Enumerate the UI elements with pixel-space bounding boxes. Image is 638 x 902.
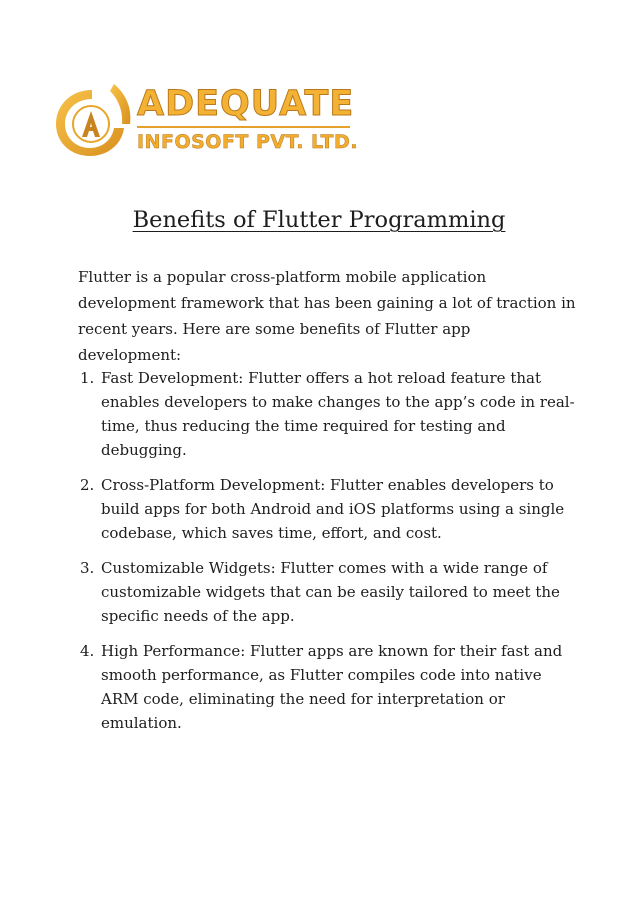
list-item-text: Customizable Widgets: Flutter comes with a wide range of customizable widgets that can be easily tailored to meet the specific needs of the app. <box>101 559 560 625</box>
list-item-text: Cross-Platform Development: Flutter enables developers to build apps for both Android and iOS platforms using a single codebase, which saves time, effort, and cost. <box>101 476 565 542</box>
list-item <box>78 473 578 545</box>
document-title: Benefits of Flutter Programming <box>132 207 506 233</box>
intro-paragraph: Flutter is a popular cross-platform mobile application development framework that has been gaining a lot of traction in recent years. Here are some benefits of Flutter app development: <box>78 268 576 364</box>
list-item-number: 1. <box>80 369 95 387</box>
list-item-number: 4. <box>80 642 95 660</box>
brand-name: ADEQUATE <box>137 84 355 124</box>
brand-subtitle: INFOSOFT PVT. LTD. <box>137 131 358 153</box>
benefits-list <box>78 366 578 746</box>
list-item-text: Fast Development: Flutter offers a hot reload feature that enables developers to make changes to the app’s code in real-time, thus reducing the time required for testing and debugging. <box>101 369 575 459</box>
company-logo <box>52 82 362 160</box>
logo-emblem-icon <box>52 82 136 160</box>
brand-divider <box>137 126 350 128</box>
list-item <box>78 639 578 735</box>
list-item-number: 2. <box>80 476 95 494</box>
list-item-text: High Performance: Flutter apps are known for their fast and smooth performance, as Flutter compiles code into native ARM code, eliminating the need for interpretation or emulation. <box>101 642 563 732</box>
list-item-number: 3. <box>80 559 95 577</box>
list-item <box>78 556 578 628</box>
list-item <box>78 366 578 462</box>
